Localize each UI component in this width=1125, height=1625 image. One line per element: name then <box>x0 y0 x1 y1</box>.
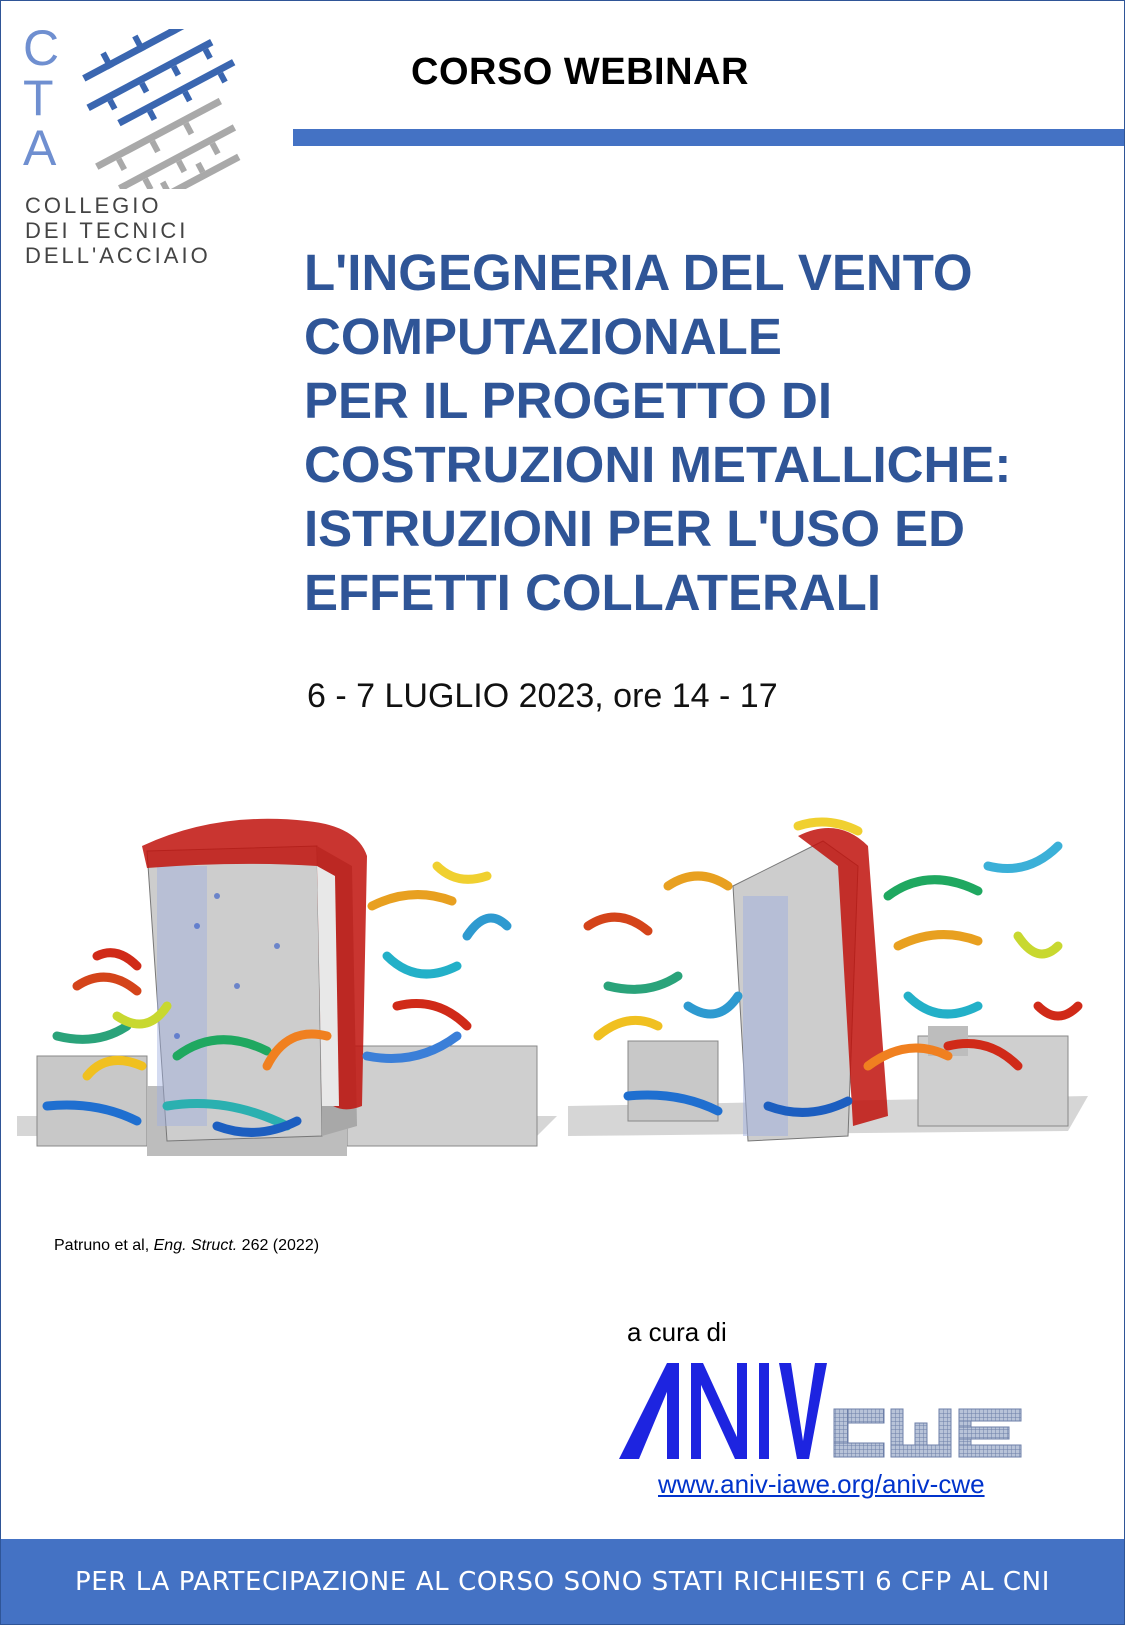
header-rule <box>293 129 1125 146</box>
course-dates: 6 - 7 LUGLIO 2023, ore 14 - 17 <box>307 677 778 715</box>
footer-banner <box>1 1539 1124 1624</box>
title-line: COSTRUZIONI METALLICHE: <box>304 436 1012 493</box>
logo-text-line: COLLEGIO <box>25 193 162 218</box>
course-type-heading: CORSO WEBINAR <box>411 51 749 93</box>
steel-beams-logo-icon <box>78 29 258 189</box>
logo-letter: T <box>23 70 54 126</box>
logo-text-line: DELL'ACCIAIO <box>25 243 211 268</box>
logo-letter: A <box>23 120 57 176</box>
cfd-simulation-image-right <box>568 806 1088 1171</box>
logo-text-line: DEI TECNICI <box>25 218 189 243</box>
caption-journal: Eng. Struct. <box>153 1237 238 1254</box>
cfd-simulation-image-left <box>17 806 557 1196</box>
aniv-cwe-logo <box>619 1361 1029 1461</box>
caption-authors: Patruno et al, <box>54 1237 154 1254</box>
logo-letter: C <box>23 20 60 76</box>
cta-logo-text <box>25 193 211 268</box>
cta-logo-letters <box>23 20 60 176</box>
aniv-cwe-link[interactable]: www.aniv-iawe.org/aniv-cwe <box>658 1469 985 1499</box>
caption-ref: 262 (2022) <box>237 1237 320 1254</box>
title-line: L'INGEGNERIA DEL VENTO <box>304 244 973 301</box>
course-title <box>304 241 1114 625</box>
title-line: EFFETTI COLLATERALI <box>304 564 881 621</box>
title-line: COMPUTAZIONALE <box>304 308 782 365</box>
title-line: PER IL PROGETTO DI <box>304 372 833 429</box>
image-caption <box>54 1237 319 1255</box>
footer-text: PER LA PARTECIPAZIONE AL CORSO SONO STATI RICHIESTI 6 CFP AL CNI <box>74 1566 1051 1597</box>
cta-logo <box>23 20 243 273</box>
title-line: ISTRUZIONI PER L'USO ED <box>304 500 966 557</box>
organizer-intro: a cura di <box>627 1317 727 1347</box>
